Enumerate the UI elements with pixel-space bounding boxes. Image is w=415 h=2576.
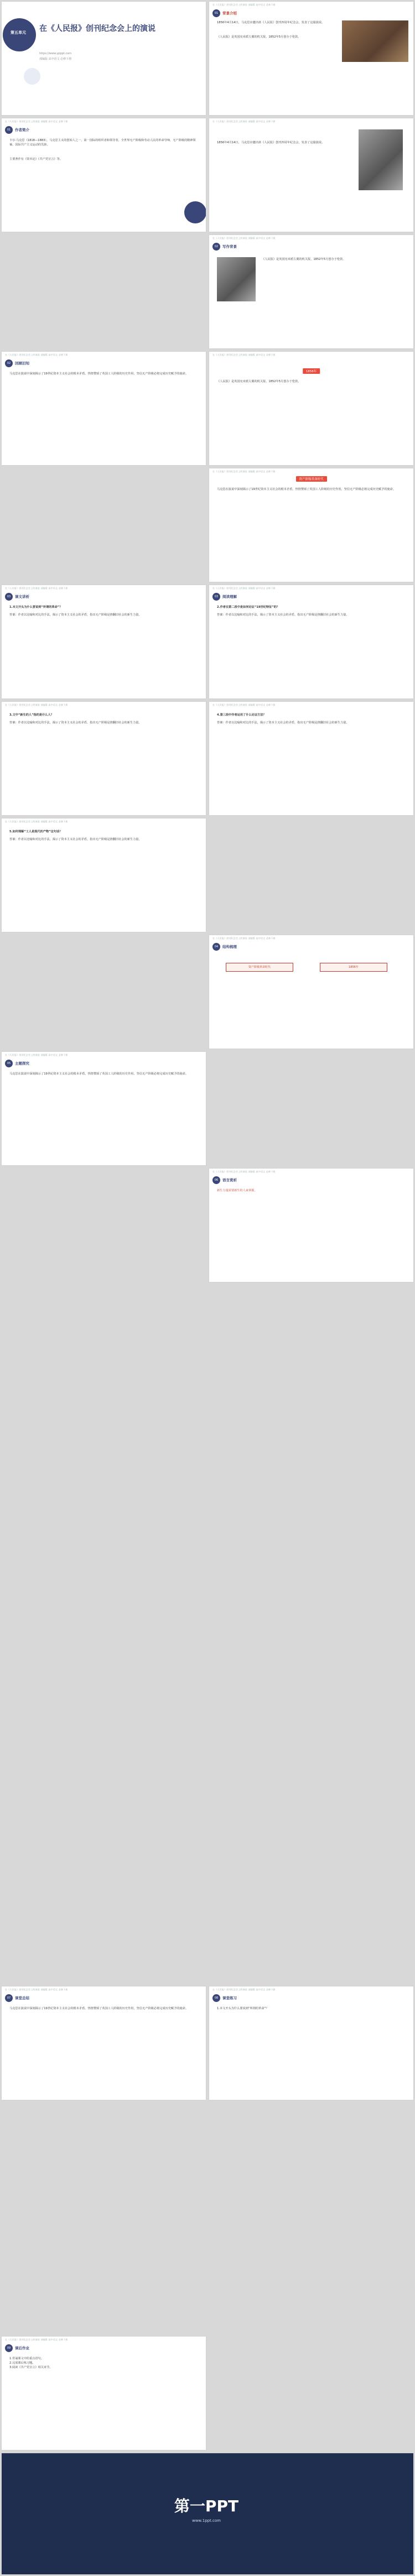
slide-header: 在《人民报》创刊纪念会上的演说 部编版 高中语文 必修下册	[212, 937, 276, 940]
review-text: 马克思在演说中深刻揭示了19世纪资本主义社会的根本矛盾，热情赞颂了英国工人阶级的历史作用，坚信无产阶级必将完成历史赋予的使命。	[9, 372, 189, 376]
section-number: 06	[212, 1176, 220, 1184]
section-number: 07	[5, 1994, 13, 2002]
question-2: 2.作者在第二段中是如何论证“19世纪特征”的？	[217, 606, 279, 609]
section-number: 03	[212, 593, 220, 601]
quote-text: 新生力量需要新生的人来掌握。	[217, 1189, 257, 1192]
slide-header: 在《人民报》创刊纪念会上的演说 部编版 高中语文 必修下册	[212, 120, 276, 123]
slide-header: 在《人民报》创刊纪念会上的演说 部编版 高中语文 必修下册	[5, 703, 68, 706]
slide-header: 在《人民报》创刊纪念会上的演说 部编版 高中语文 必修下册	[212, 353, 276, 356]
slide-q5	[2, 818, 206, 932]
slide-q3	[2, 702, 206, 815]
section-number: 02	[5, 359, 13, 367]
section-title: 课堂练习	[222, 1996, 237, 2000]
slide-header: 在《人民报》创刊纪念会上的演说 部编版 高中语文 必修下册	[5, 2338, 68, 2341]
section-title: 语言赏析	[222, 1178, 237, 1182]
slide-header: 在《人民报》创刊纪念会上的演说 部编版 高中语文 必修下册	[212, 237, 276, 239]
slide-q4	[209, 702, 413, 815]
section-number: 03	[5, 593, 13, 601]
answer-2: 答案：作者以比喻和对比的手法，揭示了资本主义社会的矛盾，指出无产阶级是推翻旧社会的新生力量。	[217, 613, 349, 617]
footer-brand: 第一PPT	[174, 2497, 239, 2515]
cover-title: 在《人民报》创刊纪念会上的演说	[39, 24, 155, 33]
slide-author	[2, 118, 206, 232]
slide-language	[209, 1169, 413, 1282]
slide-header: 在《人民报》创刊纪念会上的演说 部编版 高中语文 必修下册	[212, 1988, 276, 1991]
section-number: 02	[212, 243, 220, 251]
slide-portrait	[209, 118, 413, 232]
section-title: 课文讲析	[15, 595, 29, 599]
section-title: 课后作业	[15, 2346, 29, 2350]
answer-3: 答案：作者以比喻和对比的手法，揭示了资本主义社会的矛盾，指出无产阶级是推翻旧社会的新生力量。	[9, 721, 142, 724]
answer-1: 答案：作者以比喻和对比的手法，揭示了资本主义社会的矛盾，指出无产阶级是推翻旧社会的新生力量。	[9, 613, 142, 617]
slide-era	[209, 468, 413, 582]
portrait-text: 1856年4月14日，马克思应邀出席《人民报》创刊四周年纪念会，发表了这篇演说。	[217, 141, 325, 144]
slide-year	[209, 352, 413, 465]
section-number: 01	[5, 126, 13, 134]
section-number: 09	[5, 2344, 13, 2352]
section-title: 阅读理解	[222, 595, 237, 599]
slide-homework	[2, 2337, 206, 2450]
slide-header: 在《人民报》创刊纪念会上的演说 部编版 高中语文 必修下册	[212, 3, 276, 6]
bg-text-2: 《人民报》是英国宪章派左翼的机关报，1852年5月创办于伦敦。	[217, 35, 301, 39]
summary-text: 马克思在演说中深刻揭示了19世纪资本主义社会的根本矛盾，热情赞颂了英国工人阶级的历史作用，坚信无产阶级必将完成历史赋予的使命。	[9, 2007, 189, 2010]
answer-4: 答案：作者以比喻和对比的手法，揭示了资本主义社会的矛盾，指出无产阶级是推翻旧社会的新生力量。	[217, 721, 349, 724]
structure-box: 资产阶级革命时代	[226, 963, 293, 972]
homework-text: 1.背诵课文中的重点语句。 2.完成课后练习题。 3.阅读《共产党宣言》相关章节。	[9, 2357, 53, 2370]
slide-header: 在《人民报》创刊纪念会上的演说 部编版 高中语文 必修下册	[212, 470, 276, 473]
slide-background	[209, 2, 413, 115]
section-number: 05	[5, 1060, 13, 1067]
section-title: 主题探究	[15, 1061, 29, 1066]
cover-circle-light	[24, 68, 40, 85]
section-title: 回顾旧知	[15, 361, 29, 366]
question-3: 3.文中“新生的人”指的是什么人？	[9, 713, 54, 717]
answer-5: 答案：作者以比喻和对比的手法，揭示了资本主义社会的矛盾，指出无产阶级是推翻旧社会的新生力量。	[9, 838, 142, 841]
year-text: 《人民报》是英国宪章派左翼的机关报，1852年5月创办于伦敦。	[217, 380, 301, 383]
footer-url[interactable]: www.1ppt.com	[191, 2518, 221, 2523]
cover-sub: 部编版 高中语文 必修下册	[39, 58, 72, 61]
decor-circle	[184, 201, 206, 223]
author-intro: 卡尔·马克思（1818—1883），马克思主义的创始人之一，第一国际的组织者和领导者，全世界无产阶级和劳动人民的革命导师，无产阶级的精神领袖，国际共产主义运动的先驱。	[9, 139, 196, 147]
slide-header: 在《人民报》创刊纪念会上的演说 部编版 高中语文 必修下册	[212, 703, 276, 706]
slide-header: 在《人民报》创刊纪念会上的演说 部编版 高中语文 必修下册	[5, 353, 68, 356]
cover-url[interactable]: https://www.ypppt.com	[39, 52, 72, 55]
slide-summary	[2, 1986, 206, 2100]
question-1: 1.本文开头为什么要说到“所谓的革命”？	[9, 606, 63, 609]
marx-portrait	[359, 129, 403, 190]
slide-review	[2, 352, 206, 465]
slide-header: 在《人民报》创刊纪念会上的演说 部编版 高中语文 必修下册	[212, 1170, 276, 1173]
slide-header: 在《人民报》创刊纪念会上的演说 部编版 高中语文 必修下册	[212, 587, 276, 590]
section-title: 背景介绍	[222, 11, 237, 15]
section-number: 04	[212, 943, 220, 951]
history-painting	[342, 20, 408, 62]
section-title: 作者简介	[15, 128, 29, 132]
slide-structure	[209, 935, 413, 1049]
year-banner: 1856年	[303, 368, 320, 374]
author-works: 主要著作有《资本论》《共产党宣言》等。	[9, 158, 63, 161]
structure-box-2: 1856年	[320, 963, 387, 972]
slide-header: 在《人民报》创刊纪念会上的演说 部编版 高中语文 必修下册	[5, 587, 68, 590]
practice-text: 1.本文开头为什么要说到“所谓的革命”？	[217, 2007, 269, 2010]
writing-text: 《人民报》是英国宪章派左翼的机关报，1852年5月创办于伦敦。	[262, 258, 346, 261]
theme-text: 马克思在演说中深刻揭示了19世纪资本主义社会的根本矛盾，热情赞颂了英国工人阶级的历史作用，坚信无产阶级必将完成历史赋予的使命。	[9, 1072, 189, 1076]
section-number: 01	[212, 9, 220, 17]
cover-unit: 第五单元	[11, 30, 26, 35]
section-title: 写作背景	[222, 244, 237, 249]
section-title: 结构梳理	[222, 945, 237, 949]
slide-header: 在《人民报》创刊纪念会上的演说 部编版 高中语文 必修下册	[5, 820, 68, 823]
slide-footer	[2, 2453, 413, 2574]
slide-theme	[2, 1052, 206, 1165]
cover-slide	[2, 2, 206, 115]
slide-header: 在《人民报》创刊纪念会上的演说 部编版 高中语文 必修下册	[5, 120, 68, 123]
question-4: 4.第三段中作者运用了什么论证方法？	[217, 713, 266, 717]
slide-header: 在《人民报》创刊纪念会上的演说 部编版 高中语文 必修下册	[5, 1054, 68, 1056]
slide-reading	[209, 585, 413, 698]
slide-analysis	[2, 585, 206, 698]
section-title: 课堂总结	[15, 1996, 29, 2000]
era-banner: 资产阶级革命时代	[295, 476, 326, 482]
section-number: 08	[212, 1994, 220, 2002]
slide-practice	[209, 1986, 413, 2100]
question-5: 5.如何理解“工人是现代的产物”这句话？	[9, 830, 63, 833]
figure-photo	[217, 257, 256, 301]
era-text: 马克思在演说中深刻揭示了19世纪资本主义社会的根本矛盾，热情赞颂了英国工人阶级的历史作用，坚信无产阶级必将完成历史赋予的使命。	[217, 488, 396, 491]
slide-writing	[209, 235, 413, 348]
bg-text-1: 1856年4月14日，马克思应邀出席《人民报》创刊四周年纪念会，发表了这篇演说。	[217, 21, 325, 24]
slide-header: 在《人民报》创刊纪念会上的演说 部编版 高中语文 必修下册	[5, 1988, 68, 1991]
